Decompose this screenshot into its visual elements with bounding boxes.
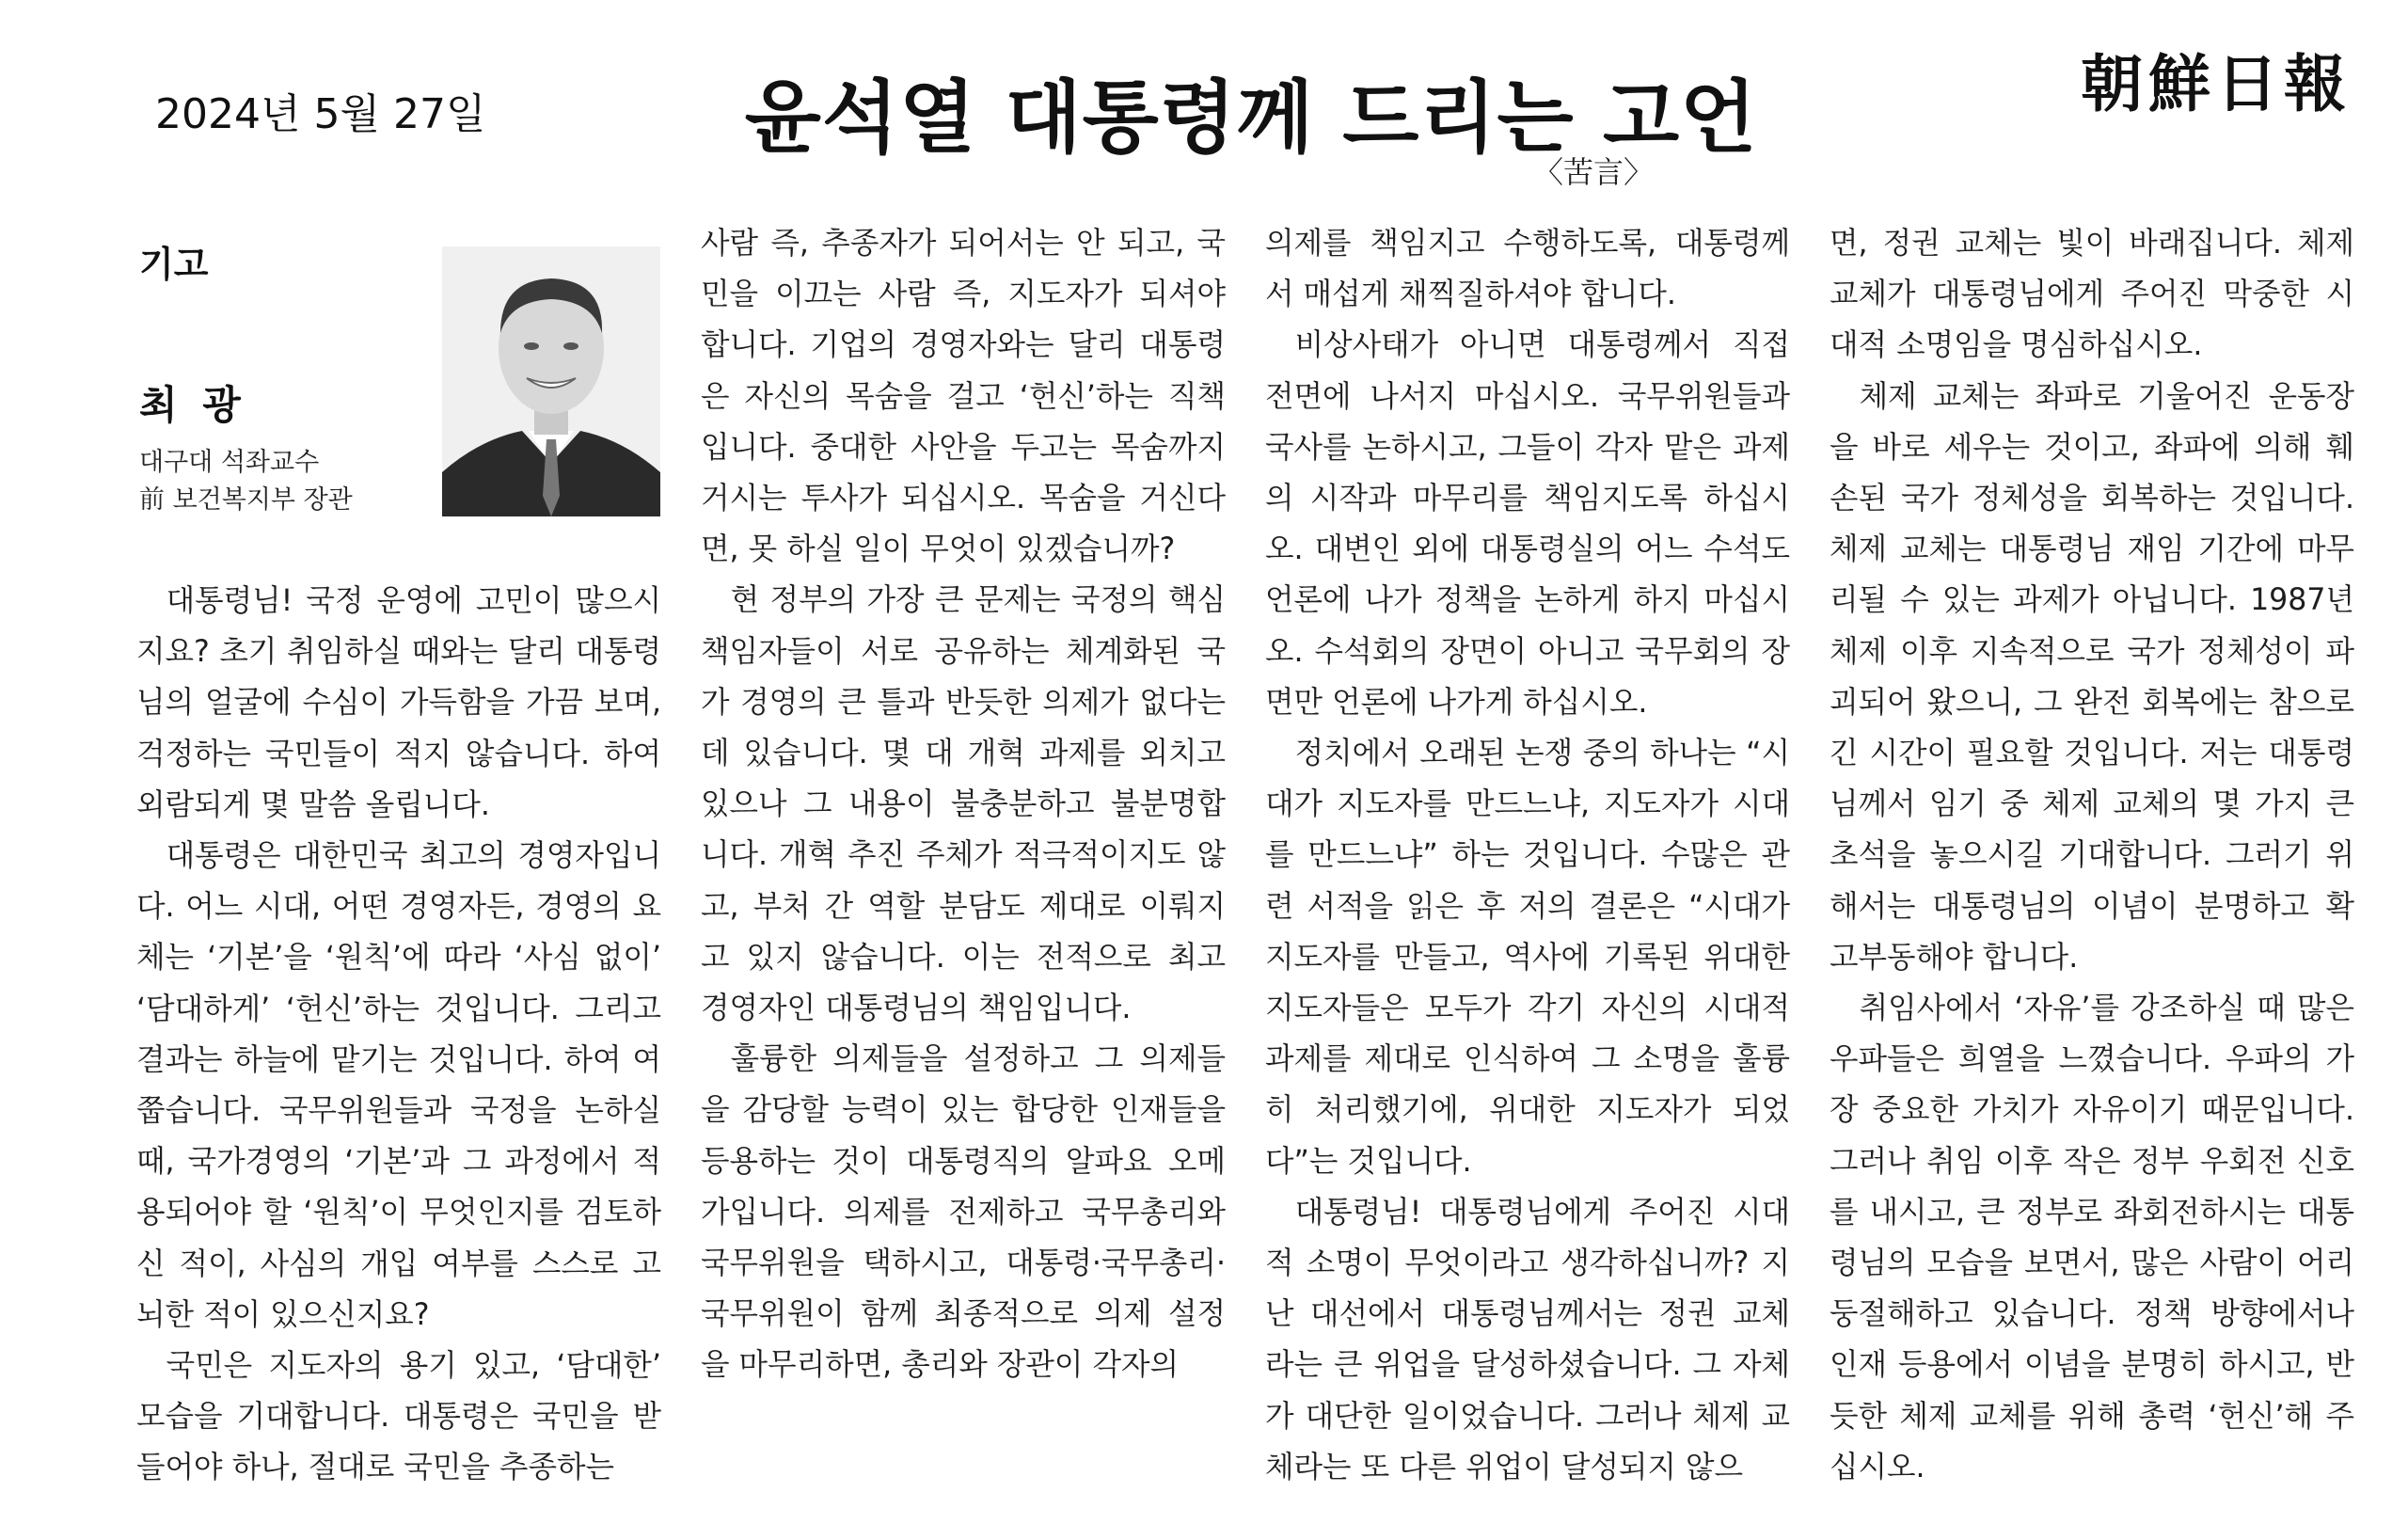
author-title-line2: 前 보건복지부 장관 <box>139 485 353 515</box>
paragraph: 대통령님! 대통령님에게 주어진 시대적 소명이 무엇이라고 생각하십니까? 지난 대선에서 대통령님께서는 정권 교체라는 큰 위업을 달성하셨습니다. 그 자체가 대단한 일이었습니다. 그러나 체제 교체라는 또 다른 위업이 달성되지 않으 <box>1265 1195 1790 1484</box>
section-label: 기고 <box>139 244 209 285</box>
author-title <box>139 444 353 519</box>
author-title-line1: 대구대 석좌교수 <box>139 448 320 477</box>
headline-hanja: 〈苦言〉 <box>1533 154 1655 190</box>
paragraph: 면, 정권 교체는 빛이 바래집니다. 체제 교체가 대통령님에게 주어진 막중한 시대적 소명임을 명심하십시오. <box>1830 227 2354 363</box>
paragraph: 체제 교체는 좌파로 기울어진 운동장을 바로 세우는 것이고, 좌파에 의해 훼손된 국가 정체성을 회복하는 것입니다. 체제 교체는 대통령님 재임 기간에 마무리될 수 있는 과제가 아닙니다. 1987년 체제 이후 지속적으로 국가 정체성이 파괴되어 왔으니, 그 완전 회복에는 참으로 긴 시간이 필요할 것입니다. 저는 대통령님께서 임기 중 체제 교체의 몇 가지 큰 초석을 놓으시길 기대합니다. 그러기 위해서는 대통령님의 이념이 분명하고 확고부동해야 합니다. <box>1830 379 2354 975</box>
paragraph: 훌륭한 의제들을 설정하고 그 의제들을 감당할 능력이 있는 합당한 인재들을 등용하는 것이 대통령직의 알파요 오메가입니다. 의제를 전제하고 국무총리와 국무위원을 택하시고, 대통령·국무총리·국무위원이 함께 최종적으로 의제 설정을 마무리하면, 총리와 장관이 각자의 <box>701 1042 1226 1383</box>
publication-date: 2024년 5월 27일 <box>155 90 486 138</box>
headline: 윤석열 대통령께 드리는 고언 <box>744 71 1758 164</box>
article-column-2 <box>701 218 1226 1391</box>
author-portrait-icon <box>442 246 660 516</box>
paragraph: 정치에서 오래된 논쟁 중의 하나는 “시대가 지도자를 만드느냐, 지도자가 시대를 만드느냐” 하는 것입니다. 수많은 관련 서적을 읽은 후 저의 결론은 “시대가 지도자를 만들고, 역사에 기록된 위대한 지도자들은 모두가 각기 자신의 시대적 과제를 제대로 인식하여 그 소명을 훌륭히 처리했기에, 위대한 지도자가 되었다”는 것입니다. <box>1265 737 1790 1179</box>
paragraph: 사람 즉, 추종자가 되어서는 안 되고, 국민을 이끄는 사람 즉, 지도자가 되셔야 합니다. 기업의 경영자와는 달리 대통령은 자신의 목숨을 걸고 ‘헌신’하는 직책입니다. 중대한 사안을 두고는 목숨까지 거시는 투사가 되십시오. 목숨을 거신다면, 못 하실 일이 무엇이 있겠습니까? <box>701 227 1226 567</box>
paragraph: 취임사에서 ‘자유’를 강조하실 때 많은 우파들은 희열을 느꼈습니다. 우파의 가장 중요한 가치가 자유이기 때문입니다. 그러나 취임 이후 작은 정부 우회전 신호를 내시고, 큰 정부로 좌회전하시는 대통령님의 모습을 보면서, 많은 사람이 어리둥절해하고 있습니다. 정책 방향에서나 인재 등용에서 이념을 분명히 하시고, 반듯한 체제 교체를 위해 총력 ‘헌신’해 주십시오. <box>1830 992 2354 1484</box>
masthead-logo: 朝鮮日報 <box>2081 47 2352 120</box>
author-photo <box>442 246 660 516</box>
article-column-4 <box>1830 218 2354 1493</box>
paragraph: 의제를 책임지고 수행하도록, 대통령께서 매섭게 채찍질하셔야 합니다. <box>1265 227 1790 312</box>
author-name: 최 광 <box>139 382 246 428</box>
paragraph: 비상사태가 아니면 대통령께서 직접 전면에 나서지 마십시오. 국무위원들과 국사를 논하시고, 그들이 각자 맡은 과제의 시작과 마무리를 책임지도록 하십시오. 대변인 외에 대통령실의 어느 수석도 언론에 나가 정책을 논하게 하지 마십시오. 수석회의 장면이 아니고 국무회의 장면만 언론에 나가게 하십시오. <box>1265 328 1790 720</box>
paragraph: 대통령은 대한민국 최고의 경영자입니다. 어느 시대, 어떤 경영자든, 경영의 요체는 ‘기본’을 ‘원칙’에 따라 ‘사심 없이’ ‘담대하게’ ‘헌신’하는 것입니다. 그리고 결과는 하늘에 맡기는 것입니다. 하여 여쭙습니다. 국무위원들과 국정을 논하실 때, 국가경영의 ‘기본’과 그 과정에서 적용되어야 할 ‘원칙’이 무엇인지를 검토하신 적이, 사심의 개입 여부를 스스로 고뇌한 적이 있으신지요? <box>136 839 661 1332</box>
article-column-1 <box>136 576 661 1494</box>
paragraph: 국민은 지도자의 용기 있고, ‘담대한’ 모습을 기대합니다. 대통령은 국민을 받들어야 하나, 절대로 국민을 추종하는 <box>136 1349 661 1485</box>
paragraph: 대통령님! 국정 운영에 고민이 많으시지요? 초기 취임하실 때와는 달리 대통령님의 얼굴에 수심이 가득함을 가끔 보며, 걱정하는 국민들이 적지 않습니다. 하여 외람되게 몇 말씀 올립니다. <box>136 584 661 822</box>
paragraph: 현 정부의 가장 큰 문제는 국정의 핵심 책임자들이 서로 공유하는 체계화된 국가 경영의 큰 틀과 반듯한 의제가 없다는 데 있습니다. 몇 대 개혁 과제를 외치고 있으나 그 내용이 불충분하고 불분명합니다. 개혁 추진 주체가 적극적이지도 않고, 부처 간 역할 분담도 제대로 이뤄지고 있지 않습니다. 이는 전적으로 최고 경영자인 대통령님의 책임입니다. <box>701 583 1226 1026</box>
article-column-3 <box>1265 218 1790 1493</box>
